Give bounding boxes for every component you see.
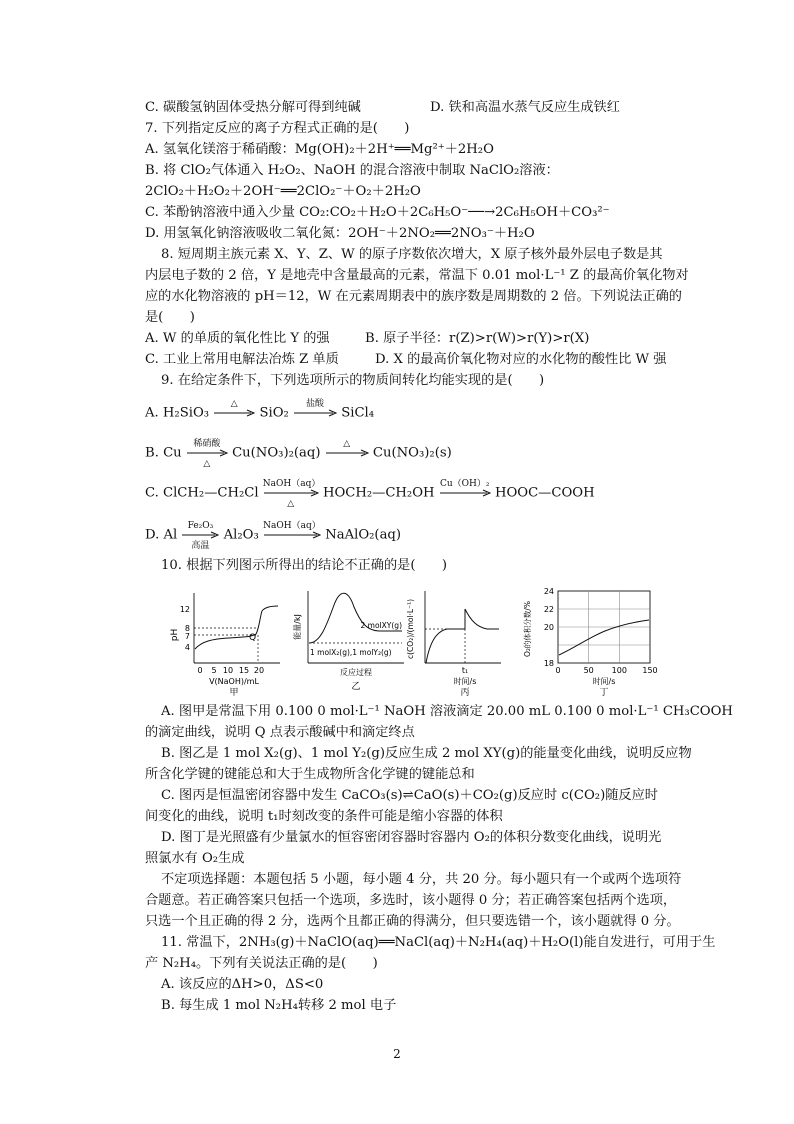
ding-xtick-150: 150 [642,666,658,675]
jia-caption: 甲 [229,688,239,697]
jia-xtick-10: 10 [222,666,234,675]
q8-stem-line2: 内层电子数的 2 倍，Y 是地壳中含量最高的元素，常温下 0.01 mol·L⁻¹ Z 的最高价氧化物对 [145,268,689,283]
q9c-arrow1 [262,479,321,509]
q10-option-d-line2: 照氯水有 O₂生成 [145,851,245,866]
figure-bing [403,585,508,697]
jia-point-q: Q [249,633,257,643]
ding-caption: 丁 [599,688,609,697]
q9a-cond2: 盐酸 [306,399,325,409]
q10-option-b-line2: 所含化学键的键能总和大于生成物所含化学键的键能总和 [145,767,475,782]
jia-ytick-12: 12 [179,605,190,614]
q10-option-a-line1: A. 图甲是常温下用 0.100 0 mol·L⁻¹ NaOH 溶液滴定 20.00 mL 0.100 0 mol·L⁻¹ CH₃COOH [161,704,733,719]
q11-stem-line1: 11. 常温下，2NH₃(g)＋NaClO(aq)══NaCl(aq)＋N₂H₄(aq)＋H₂O(l)能自发进行，可用于生 [161,935,716,950]
q9b-end: Cu(NO₃)₂(s) [372,445,452,461]
figure-yi [290,585,410,697]
q9b-cond2: △ [343,439,351,449]
ding-ytick-22: 22 [543,605,554,614]
q9a-arrow2 [293,399,337,422]
bing-caption: 丙 [460,688,470,697]
jia-xtick-0: 0 [197,666,203,675]
ding-xtick-50: 50 [583,666,594,675]
q9b-arrow1 [186,439,228,469]
figure-ding [520,585,670,697]
page-number: 2 [393,1047,401,1061]
q9d-arrow2 [263,521,321,544]
q9b-cond1-top: 稀硝酸 [193,439,221,449]
q8-option-a: A. W 的单质的氧化性比 Y 的强 [145,331,330,346]
q9c-start: C. ClCH₂—CH₂Cl [145,485,259,501]
q9-option-b [145,439,452,469]
q6-option-c: C. 碳酸氢钠固体受热分解可得到纯碱 [145,100,361,115]
q9c-cond2: Cu（OH）₂ [439,479,490,489]
q9c-cond1-top: NaOH（aq） [262,479,321,489]
q10-option-d-line1: D. 图丁是光照盛有少量氯水的恒容密闭容器时容器内 O₂的体积分数变化曲线，说明光 [161,830,662,845]
yi-reactant-label: 1 molX₂(g),1 molY₂(g) [310,648,392,657]
q8-option-b: B. 原子半径：r(Z)>r(W)>r(Y)>r(X) [365,331,590,346]
q7-option-a: A. 氢氧化镁溶于稀硝酸：Mg(OH)₂＋2H⁺══Mg²⁺＋2H₂O [145,142,494,157]
q9c-arrow2 [439,479,491,502]
q7-option-b-equation: 2ClO₂＋H₂O₂＋2OH⁻══2ClO₂⁻＋O₂＋2H₂O [145,184,421,199]
q9b-arrow2 [325,439,369,462]
q9d-middle: Al₂O₃ [223,527,259,543]
q10-option-a-line2: 的滴定曲线，说明 Q 点表示酸碱中和滴定终点 [145,725,415,740]
section-instructions-line3: 只选一个且正确的得 2 分，选两个且都正确的得满分，但只要选错一个，该小题就得 0 分。 [145,914,680,929]
jia-ylabel: pH [170,628,180,642]
ding-xtick-100: 100 [611,666,627,675]
yi-ylabel: 能量/kJ [293,614,302,640]
q9d-cond1-top: Fe₂O₃ [187,521,214,531]
q10-option-c-line1: C. 图丙是恒温密闭容器中发生 CaCO₃(s)⇌CaO(s)＋CO₂(g)反应时 c(CO₂)随反应时 [161,788,658,803]
q9c-cond1-bottom: △ [287,499,295,509]
q9b-start: B. Cu [145,445,182,461]
q8-stem-line4: 是( ) [145,310,195,325]
q9b-middle: Cu(NO₃)₂(aq) [232,445,321,461]
figure-jia [168,585,298,697]
jia-ytick-8: 8 [184,624,190,633]
jia-xtick-15: 15 [238,666,250,675]
jia-xlabel: V(NaOH)/mL [209,677,259,686]
q9a-cond1: △ [230,399,238,409]
q7-option-c: C. 苯酚钠溶液中通入少量 CO₂:CO₂＋H₂O＋2C₆H₅O⁻──→2C₆H₅OH＋CO₃²⁻ [145,205,610,220]
q9b-cond1-bottom: △ [203,459,211,469]
q9a-start: A. H₂SiO₃ [145,405,210,421]
q8-option-d: D. X 的最高价氧化物对应的水化物的酸性比 W 强 [375,352,667,367]
q9c-middle: HOCH₂—CH₂OH [322,485,435,501]
ding-ylabel: O₂的体积分数/% [523,600,532,658]
section-instructions-line1: 不定项选择题：本题包括 5 小题，每小题 4 分，共 20 分。每小题只有一个或两个选项符 [161,872,682,887]
jia-xtick-20: 20 [253,666,265,675]
yi-product-label: 2 molXY(g) [360,621,402,630]
jia-ytick-4: 4 [184,643,190,652]
jia-xtick-5: 5 [211,666,217,675]
q9d-end: NaAlO₂(aq) [325,527,402,543]
q10-option-b-line1: B. 图乙是 1 mol X₂(g)、1 mol Y₂(g)反应生成 2 mol XY(g)的能量变化曲线，说明反应物 [161,746,692,761]
q7-stem: 7. 下列指定反应的离子方程式正确的是( ) [145,121,410,136]
q8-option-c: C. 工业上常用电解法冶炼 Z 单质 [145,352,339,367]
q11-stem-line2: 产 N₂H₄。下列有关说法正确的是( ) [145,956,378,971]
ding-xtick-0: 0 [555,666,561,675]
q8-stem-line3: 应的水化物溶液的 pH＝12，W 在元素周期表中的族序数是周期数的 2 倍。下列说法正确的 [145,289,682,304]
q9a-arrow1 [213,399,255,422]
ding-ytick-18: 18 [543,659,554,668]
q7-option-d: D. 用氢氧化钠溶液吸收二氧化氮：2OH⁻＋2NO₂══2NO₃⁻＋H₂O [145,226,535,241]
ding-xlabel: 时间/s [592,677,616,686]
q6-option-d: D. 铁和高温水蒸气反应生成铁红 [430,100,620,115]
q9-option-c [145,479,595,509]
ding-ytick-20: 20 [543,623,554,632]
q7-option-b: B. 将 ClO₂气体通入 H₂O₂、NaOH 的混合溶液中制取 NaClO₂溶液： [145,163,559,178]
bing-ylabel: c(CO₂)/(mol·L⁻¹) [406,598,415,660]
q8-stem-line1: 8. 短周期主族元素 X、Y、Z、W 的原子序数依次增大，X 原子核外最外层电子数是其 [161,247,663,262]
bing-tick-t1: t₁ [461,666,469,675]
q9c-end: HOOC—COOH [494,485,595,501]
jia-ytick-7: 7 [184,632,190,641]
q9d-start: D. Al [145,527,178,543]
q9-option-a [145,399,375,423]
q9-stem: 9. 在给定条件下，下列选项所示的物质间转化均能实现的是( ) [161,373,545,388]
q10-stem: 10. 根据下列图示所得出的结论不正确的是( ) [161,558,448,573]
q9d-arrow1 [181,521,219,551]
section-instructions-line2: 合题意。若正确答案只包括一个选项，多选时，该小题得 0 分；若正确答案包括两个选项， [145,893,677,908]
q11-option-a: A. 该反应的ΔH>0，ΔS<0 [161,977,324,992]
yi-caption: 乙 [351,682,361,692]
q9a-middle: SiO₂ [259,405,289,421]
ding-ytick-24: 24 [543,587,554,596]
q9a-end: SiCl₄ [341,405,375,421]
yi-xlabel: 反应过程 [340,668,372,677]
q9d-cond2: NaOH（aq） [263,521,321,531]
q9-option-d [145,521,402,551]
bing-xlabel: 时间/s [453,677,477,686]
q11-option-b: B. 每生成 1 mol N₂H₄转移 2 mol 电子 [161,998,397,1013]
q9d-cond1-bottom: 高温 [191,541,210,551]
q10-option-c-line2: 间变化的曲线，说明 t₁时刻改变的条件可能是缩小容器的体积 [145,809,503,824]
